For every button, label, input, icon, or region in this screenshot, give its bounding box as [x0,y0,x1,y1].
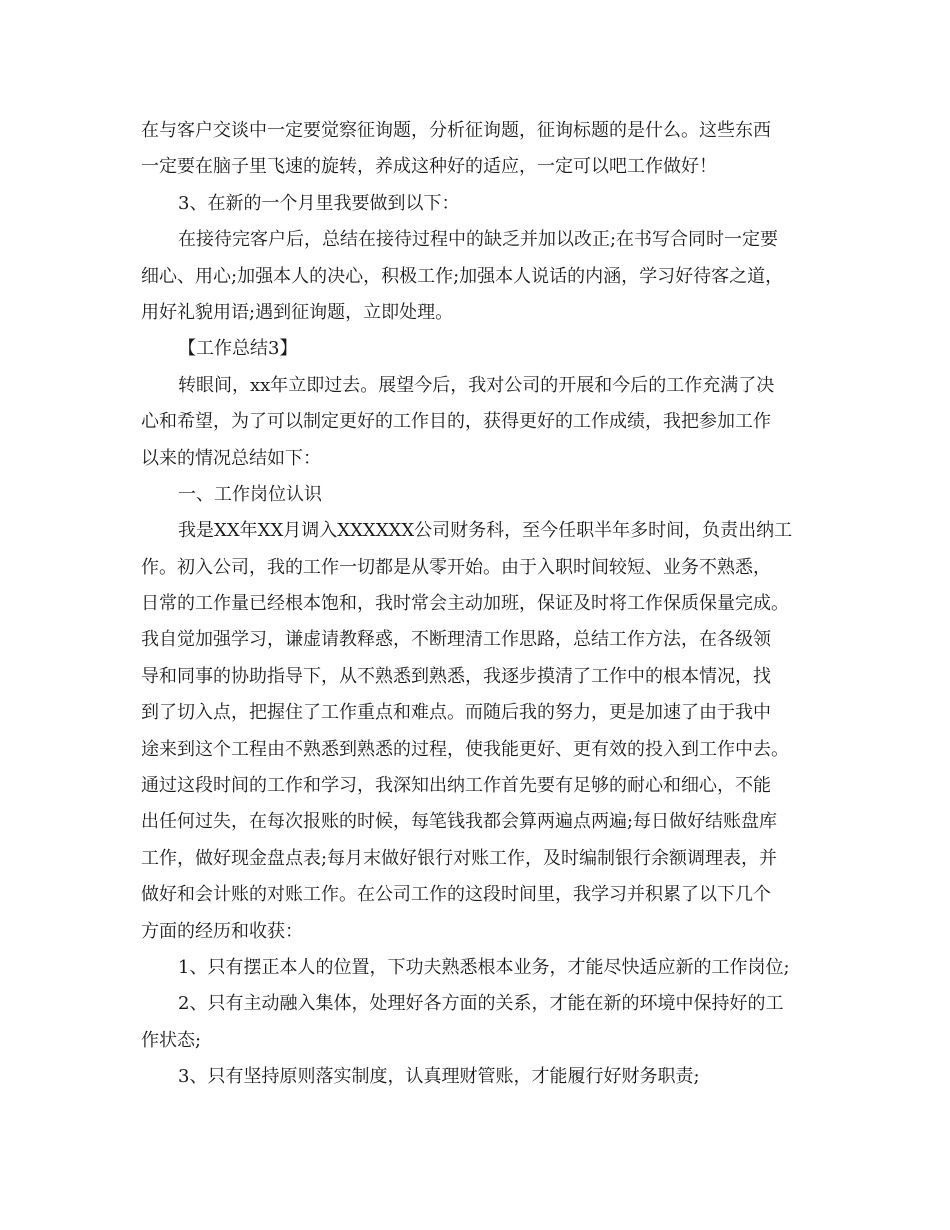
text-line: 做好和会计账的对账工作。在公司工作的这段时间里，我学习并积累了以下几个 [141,884,771,906]
text-line: 用好礼貌用语;遇到征询题，立即处理。 [141,301,454,323]
list-item: 1、只有摆正本人的位置，下功夫熟悉根本业务，才能尽快适应新的工作岗位; [178,956,790,978]
text-line: 3、在新的一个月里我要做到以下： [178,192,460,214]
text-line: 作。初入公司，我的工作一切都是从零开始。由于入职时间较短、业务不熟悉， [141,556,771,578]
text-line: 在接待完客户后，总结在接待过程中的缺乏并加以改正;在书写合同时一定要 [178,229,779,251]
text-line: 作状态; [141,1029,202,1051]
text-line: 我自觉加强学习，谦虚请教释惑，不断理清工作思路，总结工作方法，在各级领 [141,629,771,651]
text-line: 日常的工作量已经根本饱和，我时常会主动加班，保证及时将工作保质保量完成。 [141,593,789,615]
text-line: 转眼间，xx年立即过去。展望今后，我对公司的开展和今后的工作充满了决 [178,374,775,396]
text-line: 在与客户交谈中一定要觉察征询题，分析征询题，征询标题的是什么。这些东西 [141,120,771,141]
section-heading: 【工作总结3】 [178,338,298,360]
text-line: 我是XX年XX月调入XXXXXX公司财务科，至今任职半年多时间，负责出纳工 [178,520,793,542]
text-line: 心和希望，为了可以制定更好的工作目的，获得更好的工作成绩，我把参加工作 [141,411,771,433]
text-line: 一定要在脑子里飞速的旋转，养成这种好的适应，一定可以吧工作做好！ [141,156,717,178]
text-line: 到了切入点，把握住了工作重点和难点。而随后我的努力，更是加速了由于我中 [141,702,771,724]
text-line: 导和同事的协助指导下，从不熟悉到熟悉，我逐步摸清了工作中的根本情况，找 [141,665,771,687]
text-line: 以来的情况总结如下： [141,447,321,469]
document-body [141,113,813,1096]
text-line: 途来到这个工程由不熟悉到熟悉的过程，使我能更好、更有效的投入到工作中去。 [141,738,789,760]
text-line: 出任何过失，在每次报账的时候，每笔钱我都会算两遍点两遍;每日做好结账盘库 [141,811,778,833]
subsection-heading: 一、工作岗位认识 [178,483,322,505]
text-line: 方面的经历和收获： [141,920,303,942]
list-item: 3、只有坚持原则落实制度，认真理财管账，才能履行好财务职责; [178,1066,700,1088]
list-item: 2、只有主动融入集体，处理好各方面的关系，才能在新的环境中保持好的工 [178,993,784,1015]
text-line: 通过这段时间的工作和学习，我深知出纳工作首先要有足够的耐心和细心，不能 [141,775,771,797]
text-line: 工作，做好现金盘点表;每月末做好银行对账工作，及时编制银行余额调理表，并 [141,847,778,869]
text-line: 细心、用心;加强本人的决心，积极工作;加强本人说话的内涵，学习好待客之道， [141,265,784,287]
